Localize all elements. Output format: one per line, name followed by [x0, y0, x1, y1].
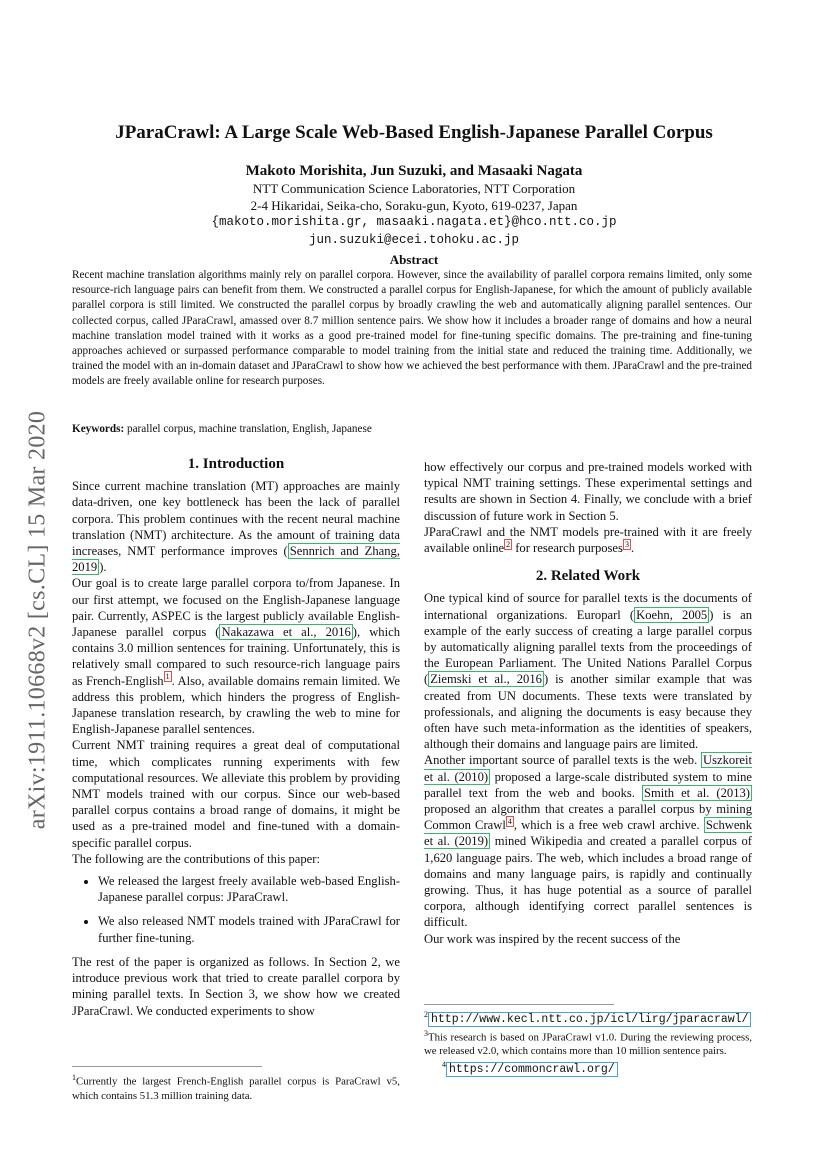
footnote-mark: 3: [424, 1028, 428, 1038]
email-line-1: {makoto.morishita.gr, masaaki.nagata.et}@hco.ntt.co.jp: [211, 215, 617, 229]
arxiv-identifier: arXiv:1911.10668v2 [cs.CL] 15 Mar 2020: [24, 410, 51, 830]
keywords-text: parallel corpus, machine translation, English, Japanese: [124, 423, 372, 435]
citation-link[interactable]: Nakazawa et al., 2016: [221, 625, 351, 640]
related-paragraph-2: Another important source of parallel texts is the web. Uszkoreit et al. (2010) proposed a large-scale distributed system to mine parallel text from the web and books. Smith et al. (2013) proposed an algorithm that creates a parallel corpus by mining Common Crawl $^4$ , which is a free web crawl archive. Schwenk et al. (2019) mined Wikipedia and created a parallel corpus of 1,620 language pairs. The web, which includes a broad range of domains and many language pairs, is rapidly and continually growing. Thus, it has huge potential as a source of parallel corpora, although identifying correct parallel sentences is difficult.: [424, 753, 753, 930]
abstract-heading: Abstract: [389, 252, 439, 267]
section-heading-related-work: 2. Related Work: [535, 568, 641, 585]
right-column: [424, 459, 752, 947]
footnote-4: [424, 1058, 752, 1077]
availability-paragraph: JParaCrawl and the NMT models pre-trained with it are freely available online $^2$ for research purposes $^3$ .: [424, 524, 752, 556]
abstract-text: Recent machine translation algorithms mainly rely on parallel corpora. However, since the availability of parallel corpora remains limited, only some resource-rich language pairs can benefit from them. We constructed a parallel corpus for English-Japanese, for which the amount of publicly available parallel corpora is still limited. We constructed the parallel corpus by broadly crawling the web and automatically aligning parallel sentences. Our collected corpus, called JParaCrawl, amassed over 8.7 million sentence pairs. We show how it includes a broader range of domains and how a neural machine translation model trained with it works as a good pre-trained model for fine-tuning specific domains. The pre-training and fine-tuning approaches achieved or surpassed performance comparable to model training from the initial state and reduced the training time. Additionally, we trained the model with an in-domain dataset and JParaCrawl to show how we achieved the best performance with them. JParaCrawl and the pre-trained models are freely available online for research purposes.: [72, 269, 752, 388]
citation-link[interactable]: Koehn, 2005: [636, 607, 708, 622]
citation-link[interactable]: Smith et al. (2013): [643, 785, 750, 800]
citation-link[interactable]: Schwenk et al. (2019): [424, 818, 753, 849]
intro-paragraph-5: The rest of the paper is organized as follows. In Section 2, we introduce previous work that tried to create parallel corpora by mining parallel texts. In Section 3, we show how we created JParaCrawl. We conducted experiments to show: [72, 954, 400, 1018]
footnote-url-link[interactable]: https://commoncrawl.org/: [446, 1062, 618, 1077]
footnote-rule: [424, 1004, 614, 1005]
left-column: [72, 456, 400, 1019]
footnote-rule: [72, 1066, 262, 1067]
footnote-mark: 4: [442, 1060, 446, 1070]
intro-paragraph-1: Since current machine translation (MT) approaches are mainly data-driven, one key bottleneck has been the lack of parallel corpora. This problem continues with the recent neural machine translation (NMT) architecture. As the amount of training data increases, NMT performance improves ( Sennrich and Zhang, 2019 ).: [72, 479, 400, 575]
footnote-mark: 2: [424, 1010, 428, 1019]
footnote-1: $^1$Currently the largest French-English parallel corpus is ParaCrawl v5, which contains 51.3 million training data.: [72, 1073, 400, 1102]
right-footnotes: [424, 1008, 752, 1077]
paper-title: JParaCrawl: A Large Scale Web-Based English-Japanese Parallel Corpus: [115, 122, 713, 143]
intro-continuation: how effectively our corpus and pre-trained models worked with typical NMT training settings. These experimental settings and results are shown in Section 4. Finally, we conclude with a brief discussion of future work in Section 5.: [424, 460, 752, 523]
keywords-label: Keywords:: [72, 423, 125, 435]
list-item: • We released the largest freely available web-based English-Japanese parallel corpus: JParaCrawl.: [98, 873, 400, 905]
arxiv-sidebar: [8, 360, 68, 880]
footnote-mark: 1: [72, 1073, 76, 1082]
footnote-link[interactable]: 2: [506, 539, 511, 549]
related-paragraph-1: One typical kind of source for parallel texts is the documents of international organizations. Europarl ( Koehn, 2005 ) is an example of the early success of creating a large parallel corpus by automatically aligning parallel texts from the proceedings of the European Parliament. The United Nations Parallel Corpus ( Ziemski et al., 2016 ) is another similar example that was created from UN documents. These texts were translated by professionals, and aligning the documents is easy because they often have such meta-information as the identities of speakers, although their domains and language pairs are limited.: [424, 591, 753, 752]
email-line-2: jun.suzuki@ecei.tohoku.ac.jp: [308, 233, 520, 247]
affiliation: NTT Communication Science Laboratories, NTT Corporation: [252, 181, 576, 196]
citation-link[interactable]: Sennrich and Zhang, 2019: [72, 544, 400, 575]
list-item: • We also released NMT models trained with JParaCrawl for further fine-tuning.: [98, 913, 400, 945]
footnote-2: [424, 1008, 752, 1027]
contributions-list: [72, 873, 400, 946]
intro-paragraph-3: Current NMT training requires a great deal of computational time, which complicates running experiments with few computational resources. We alleviate this problem by providing NMT models trained with our corpus. Since our web-based parallel corpus contains a broad range of domains, it might be used as a pre-trained model and fine-tuned with a domain-specific parallel corpus.: [72, 738, 400, 850]
citation-link[interactable]: Uszkoreit et al. (2010): [424, 753, 752, 784]
related-paragraph-3: Our work was inspired by the recent success of the: [424, 931, 681, 946]
footnote-link[interactable]: 3: [624, 539, 629, 549]
intro-paragraph-2: Our goal is to create large parallel corpora to/from Japanese. In our first attempt, we focused on the English-Japanese language pair. Currently, ASPEC is the largest publicly available English-Japanese parallel corpus ( Nakazawa et al., 2016 ), which contains 3.0 million sentences for training. Unfortunately, this is relatively small compared to such resource-rich language pairs as French-English $^1$ . Also, available domains remain limited. We address this problem, which hinders the progress of English-Japanese translation research, by crawling the web to mine for English-Japanese parallel sentences.: [72, 576, 400, 737]
keywords: [72, 423, 752, 435]
paper-authors: Makoto Morishita, Jun Suzuki, and Masaaki Nagata: [245, 163, 583, 179]
footnote-link[interactable]: 1: [165, 672, 170, 682]
footnote-link[interactable]: 4: [507, 817, 512, 827]
address: 2-4 Hikaridai, Seika-cho, Soraku-gun, Kyoto, 619-0237, Japan: [250, 198, 578, 213]
section-heading-introduction: 1. Introduction: [187, 456, 285, 472]
citation-link[interactable]: Ziemski et al., 2016: [430, 672, 542, 687]
footnote-url-link[interactable]: http://www.kecl.ntt.co.jp/icl/lirg/jparacrawl/: [428, 1012, 751, 1027]
footnote-3: $^3$This research is based on JParaCrawl v1.0. During the reviewing process, we released v2.0, which contains more than 10 million sentence pairs.: [424, 1028, 752, 1058]
intro-paragraph-4: The following are the contributions of this paper:: [72, 851, 320, 866]
